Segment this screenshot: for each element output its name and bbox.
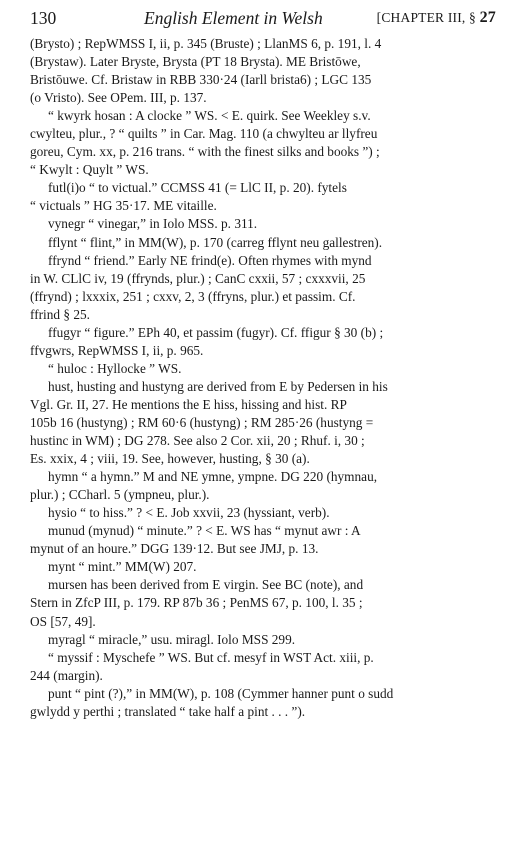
text-line: (o Vristo). See OPem. III, p. 137. xyxy=(30,90,207,106)
entry-line: ffugyr “ figure.” EPh 40, et passim (fugyr). Cf. ffigur § 30 (b) ; xyxy=(48,324,384,340)
entry-line: futl(i)o “ to victual.” CCMSS 41 (= LlC II, p. 20). fytels xyxy=(48,180,347,196)
text-line: (Brysto) ; RepWMSS I, ii, p. 345 (Bruste) ; LlanMS 6, p. 191, l. 4 xyxy=(30,36,382,51)
entry-line: mursen has been derived from E virgin. See BC (note), and xyxy=(48,577,364,593)
entry-line: “ kwyrk hosan : A clocke ” WS. < E. quirk. See Weekley s.v. xyxy=(48,108,371,124)
text-line: goreu, Cym. xx, p. 216 trans. “ with the finest silks and books ”) ; xyxy=(30,144,380,160)
text-line: in W. CLlC iv, 19 (ffrynds, plur.) ; CanC cxxii, 57 ; cxxxvii, 25 xyxy=(30,270,366,286)
text-line: mynut of an houre.” DGG 139·12. But see JMJ, p. 13. xyxy=(30,541,319,557)
running-title: English Element in Welsh xyxy=(144,8,323,28)
entry-line: mynt “ mint.” MM(W) 207. xyxy=(48,559,197,575)
text-line: (Brystaw). Later Bryste, Brysta (PT 18 Brysta). ME Bristōwe, xyxy=(30,54,361,70)
text-line: 105b 16 (hustyng) ; RM 60·6 (hustyng) ; RM 285·26 (hustyng = xyxy=(30,414,374,430)
chapter-reference xyxy=(377,6,496,30)
text-line: hustinc in WM) ; DG 278. See also 2 Cor. xii, 20 ; Rhuf. i, 30 ; xyxy=(30,433,365,449)
text-line: Stern in ZfcP III, p. 179. RP 87b 36 ; PenMS 67, p. 100, l. 35 ; xyxy=(30,595,363,611)
text-line: Es. xxix, 4 ; viii, 19. See, however, husting, § 30 (a). xyxy=(30,451,310,467)
page-number: 130 xyxy=(30,8,57,28)
entry-line: munud (mynud) “ minute.” ? < E. WS has “ mynut awr : A xyxy=(48,523,361,539)
text-line: gwlydd y perthi ; translated “ take half a pint . . . ”). xyxy=(30,703,306,719)
chapter-section: 27 xyxy=(479,9,496,26)
text-line: “ Kwylt : Quylt ” WS. xyxy=(30,162,149,178)
entry-line: hysio “ to hiss.” ? < E. Job xxvii, 23 (hyssiant, verb). xyxy=(48,505,330,521)
text-line: plur.) ; CCharl. 5 (ympneu, plur.). xyxy=(30,487,210,503)
text-line: (ffrynd) ; lxxxix, 251 ; cxxv, 2, 3 (ffryns, plur.) et passim. Cf. xyxy=(30,288,356,304)
text-line: Vgl. Gr. II, 27. He mentions the E hiss, hissing and hist. RP xyxy=(30,396,347,412)
text-line: Bristōuwe. Cf. Bristaw in RBB 330·24 (Iarll bristа6) ; LGC 135 xyxy=(30,72,372,88)
entry-line: punt “ pint (?),” in MM(W), p. 108 (Cymmer hanner punt o sudd xyxy=(48,685,394,701)
entry-line: “ huloc : Hyllocke ” WS. xyxy=(48,360,182,376)
entry-line: hust, husting and hustyng are derived from E by Pedersen in his xyxy=(48,378,388,394)
entry-line: fflynt “ flint,” in MM(W), p. 170 (carreg fflynt neu gallestren). xyxy=(48,234,383,250)
text-line: ffrind § 25. xyxy=(30,306,90,322)
text-line: OS [57, 49]. xyxy=(30,613,96,629)
text-line: “ victuals ” HG 35·17. ME vitaille. xyxy=(30,198,217,214)
text-line: ffvgwrs, RepWMSS I, ii, p. 965. xyxy=(30,342,204,358)
text-line: 244 (margin). xyxy=(30,667,103,683)
entry-line: vynegr “ vinegar,” in Iolo MSS. p. 311. xyxy=(48,216,258,232)
page-header xyxy=(30,6,496,30)
entry-line: myragl “ miracle,” usu. miragl. Iolo MSS 299. xyxy=(48,631,296,647)
chapter-prefix: [CHAPTER III, § xyxy=(376,10,480,25)
entry-line: ffrynd “ friend.” Early NE frind(e). Often rhymes with mynd xyxy=(48,252,372,268)
entry-line: “ myssif : Myschefe ” WS. But cf. mesyf in WST Act. xiii, p. xyxy=(48,649,374,665)
body-text xyxy=(30,35,496,721)
entry-line: hymn “ a hymn.” M and NE ymne, ympne. DG 220 (hymnau, xyxy=(48,469,378,485)
text-line: cwylteu, plur., ? “ quilts ” in Car. Mag. 110 (a chwylteu ar llyfreu xyxy=(30,126,378,142)
